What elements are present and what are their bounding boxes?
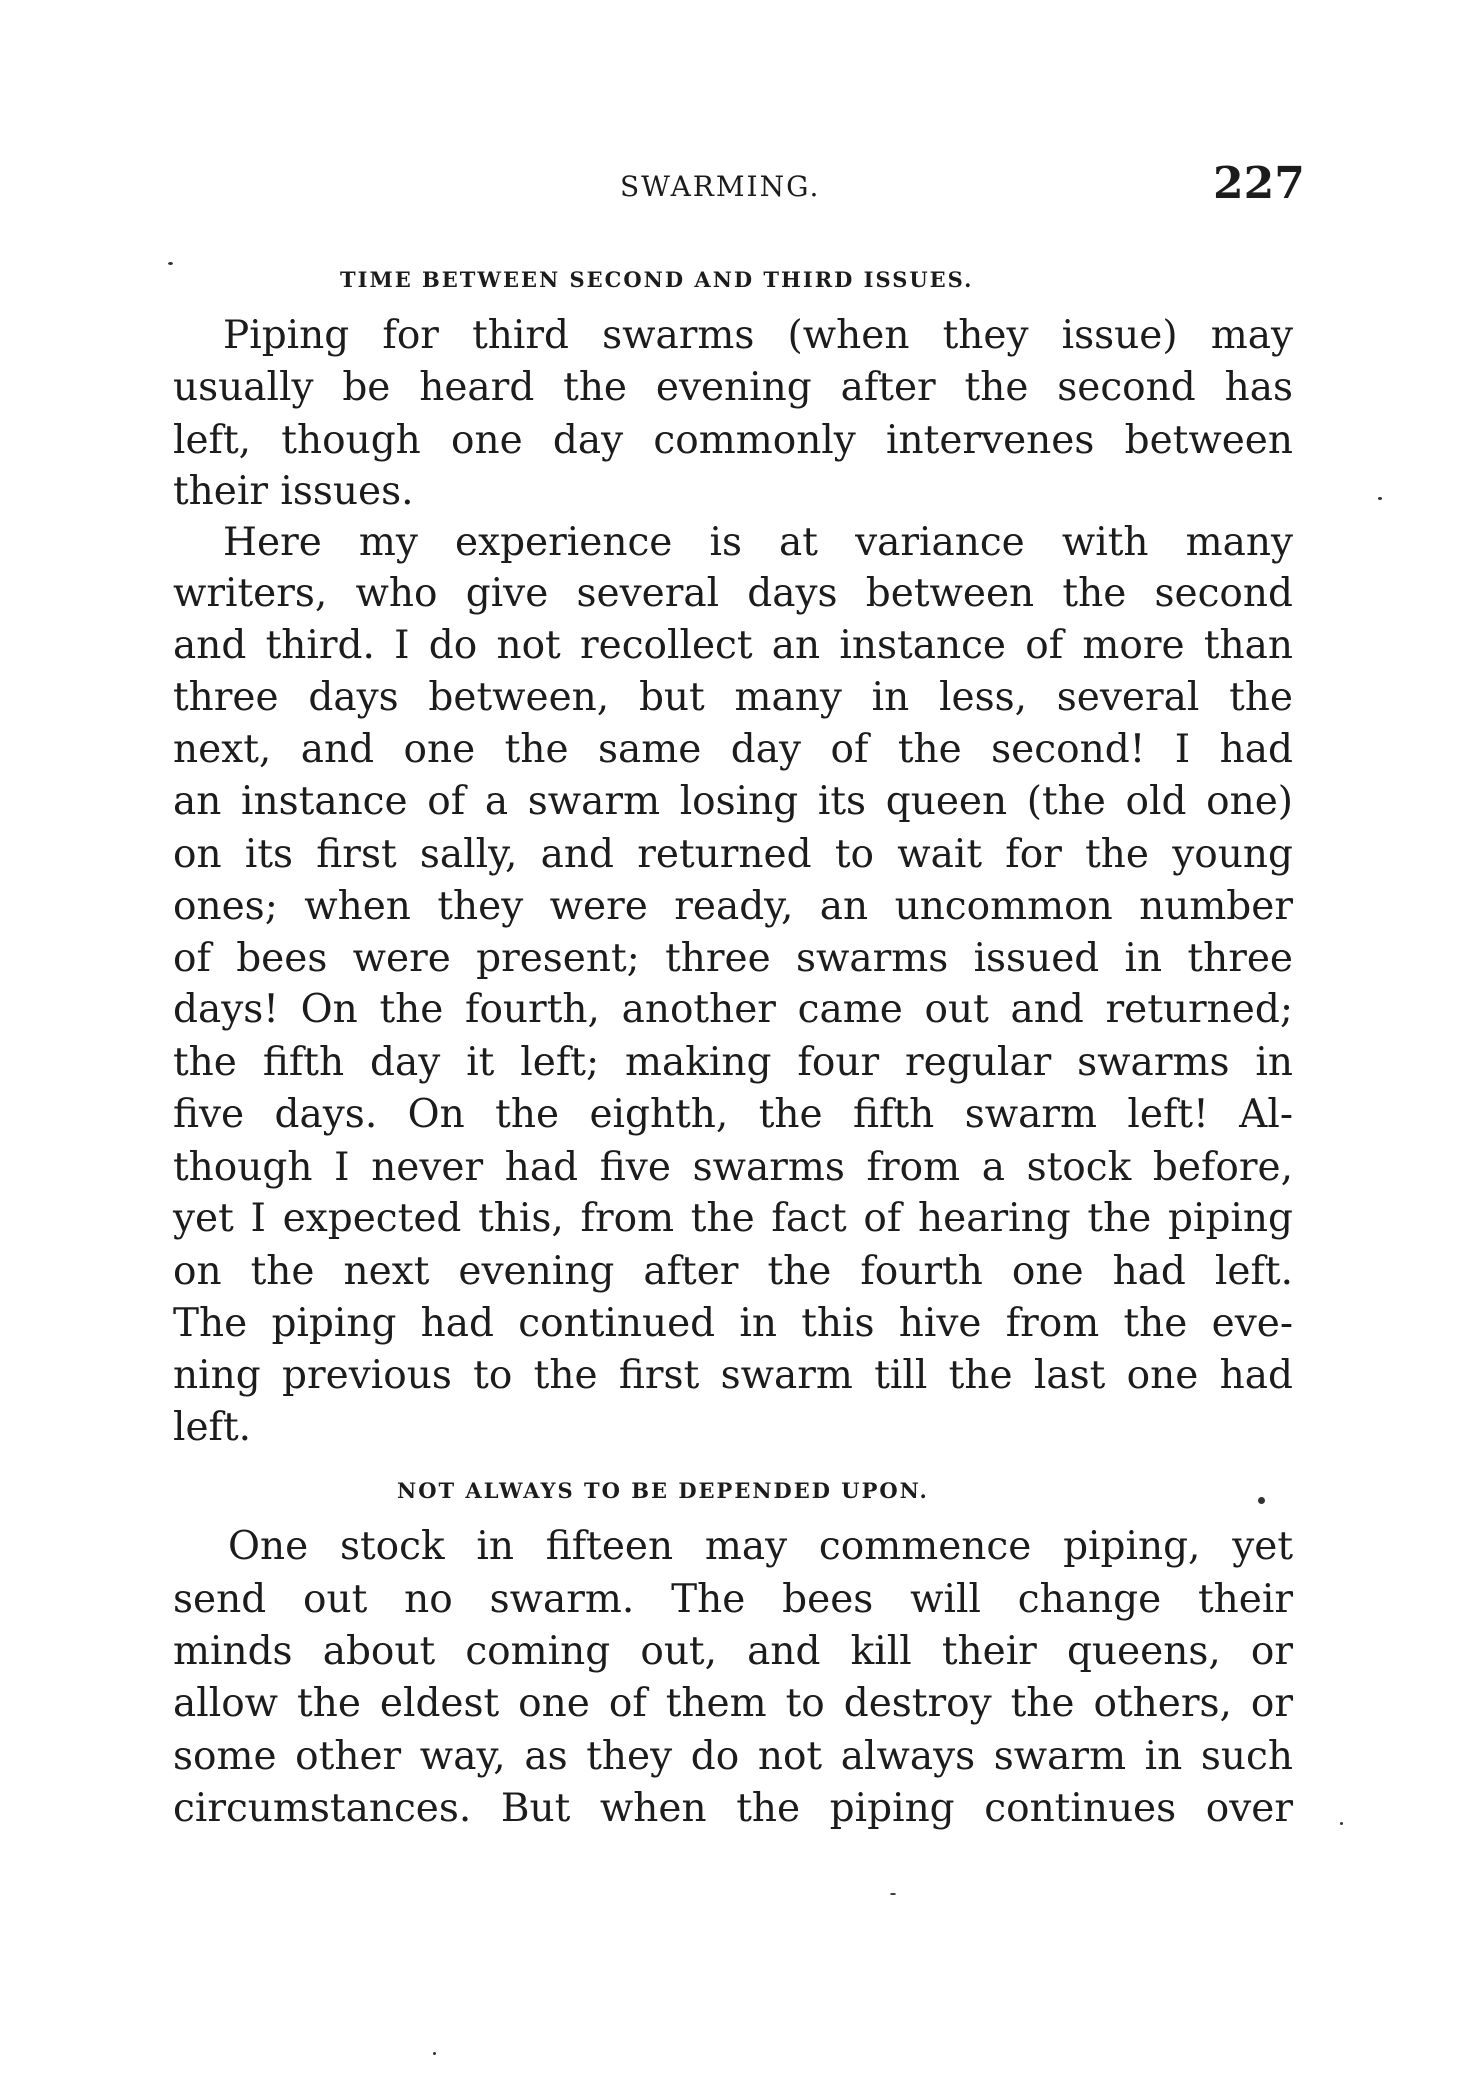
text-line: of bees were present; three swarms issued in three xyxy=(173,936,1293,981)
text-line: minds about coming out, and kill their queens, or xyxy=(173,1629,1293,1674)
scan-speck xyxy=(168,262,173,265)
text-line: yet I expected this, from the fact of hearing the piping xyxy=(173,1196,1293,1241)
scan-speck xyxy=(890,1893,896,1895)
text-line: Here my experience is at variance with many xyxy=(223,520,1293,565)
scan-speck xyxy=(1340,1822,1343,1825)
text-line: though I never had five swarms from a stock before, xyxy=(173,1145,1293,1190)
scan-speck xyxy=(433,2052,436,2055)
text-line: left, though one day commonly intervenes between xyxy=(173,418,1293,463)
text-line: ning previous to the first swarm till the last one had xyxy=(173,1353,1293,1398)
text-line: Piping for third swarms (when they issue) may xyxy=(223,313,1293,358)
text-line: writers, who give several days between the second xyxy=(173,571,1293,616)
section-heading-time-between: TIME BETWEEN SECOND AND THIRD ISSUES. xyxy=(340,267,974,292)
scan-speck xyxy=(1258,1497,1265,1504)
scan-speck xyxy=(1378,497,1382,500)
text-line: days! On the fourth, another came out and returned; xyxy=(173,987,1293,1032)
text-line: on the next evening after the fourth one had left. xyxy=(173,1249,1293,1294)
text-line: five days. On the eighth, the fifth swarm left! Al- xyxy=(173,1092,1293,1137)
text-line: an instance of a swarm losing its queen (the old one) xyxy=(173,779,1293,824)
text-line: and third. I do not recollect an instance of more than xyxy=(173,623,1293,668)
text-line: their issues. xyxy=(173,469,414,514)
text-line: send out no swarm. The bees will change their xyxy=(173,1577,1293,1622)
running-title: SWARMING. xyxy=(620,170,821,203)
text-line: circumstances. But when the piping continues over xyxy=(173,1786,1293,1831)
text-line: three days between, but many in less, several the xyxy=(173,675,1293,720)
text-line: left. xyxy=(173,1405,252,1450)
text-line: usually be heard the evening after the second has xyxy=(173,365,1293,410)
text-line: the fifth day it left; making four regular swarms in xyxy=(173,1040,1293,1085)
text-line: ones; when they were ready, an uncommon number xyxy=(173,884,1293,929)
text-line: on its first sally, and returned to wait for the young xyxy=(173,832,1293,877)
page-number: 227 xyxy=(1213,158,1305,209)
running-head xyxy=(0,158,1467,218)
text-line: some other way, as they do not always swarm in such xyxy=(173,1734,1293,1779)
text-line: The piping had continued in this hive from the eve- xyxy=(173,1301,1293,1346)
section-heading-not-always: NOT ALWAYS TO BE DEPENDED UPON. xyxy=(397,1478,929,1503)
text-line: next, and one the same day of the second! I had xyxy=(173,727,1293,772)
text-line: One stock in fifteen may commence piping, yet xyxy=(228,1524,1293,1569)
text-line: allow the eldest one of them to destroy the others, or xyxy=(173,1681,1293,1726)
